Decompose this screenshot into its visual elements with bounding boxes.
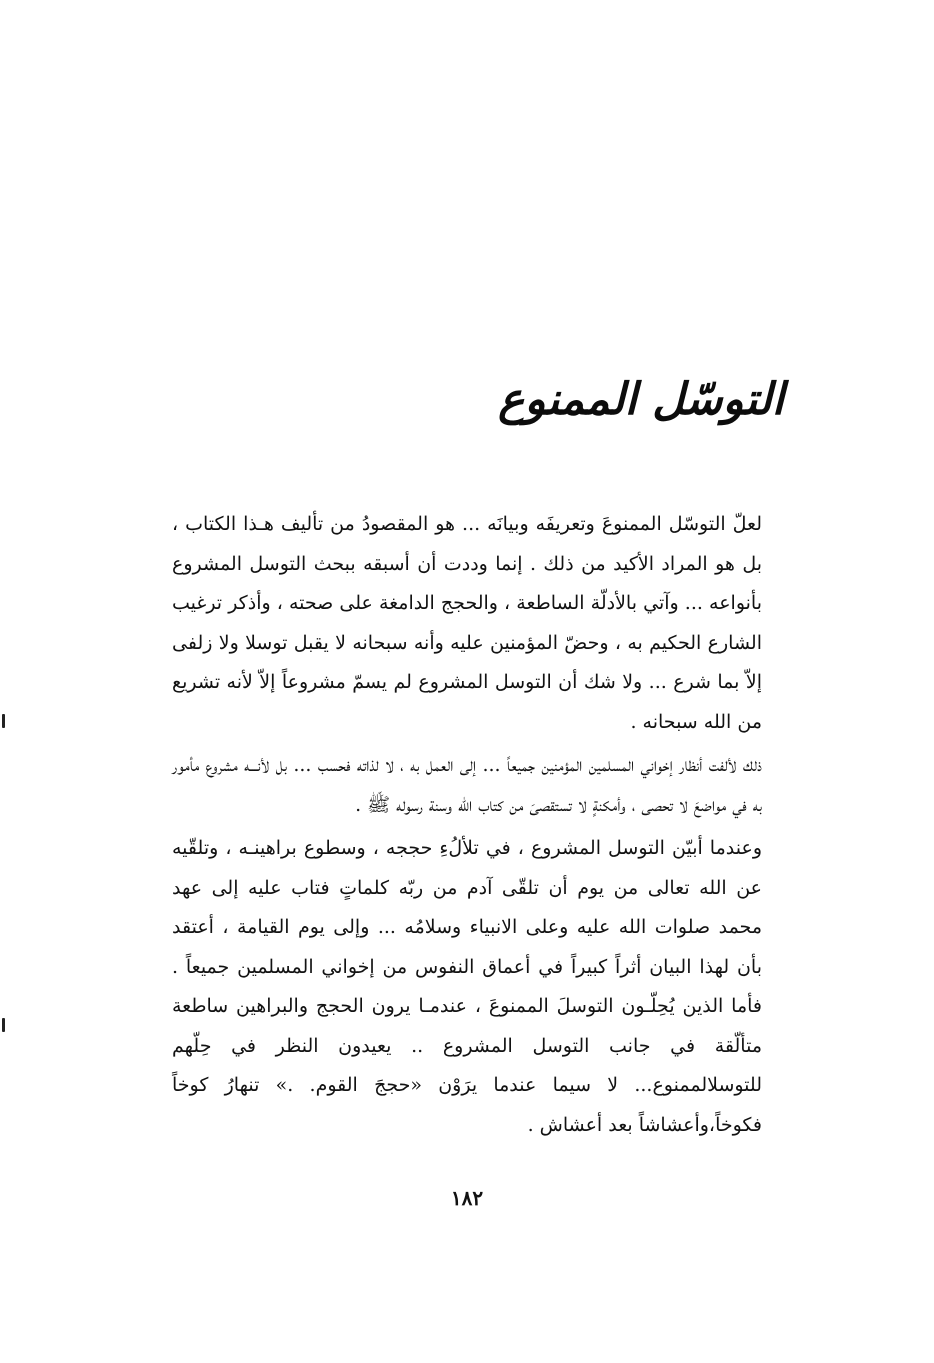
chapter-title: التوسّل الممنوع <box>498 374 784 425</box>
body-text <box>172 505 762 1149</box>
paragraph-1: لعلّ التوسّل الممنوعَ وتعريفَه وبيانَه ... هو المقصودُ من تأليف هـذا الكتاب ، بل هو المراد الأكيد من ذلك . إنما وددت أن أسبقه ببحث التوسل المشروع بأنواعه ... وآتي بالأدلّة الساطعة ، والحجج الدامغة على صحته ، وأذكر ترغيب الشارع الحكيم به ، وحضّ المؤمنين عليه وأنه سبحانه لا يقبل توسلا ولا زلفى إلاّ بما شرع ... ولا شك أن التوسل المشروع لم يسمّ مشروعاً إلاّ لأنه تشريع من الله سبحانه . <box>172 513 762 733</box>
margin-mark <box>2 714 5 728</box>
paragraph-2: ذلك لألفت أنظار إخواني المسلمين المؤمنين جميعاً ... إلى العمل به ، لا لذاته فحسب ... بل لأنـــه مشروع مأمور به في مواضعَ لا تحصى ، وأمكنةٍ لا تستقصىَ من كتاب الله وسنة رسوله ﷺ . <box>172 754 762 816</box>
page-number: ١٨٢ <box>450 1186 484 1210</box>
paragraph-3: وعندما أبيّن التوسل المشروع ، في تلألُءِ حججه ، وسطوع براهينـه ، وتلقّيه عن الله تعالى من يوم أن تلقّى آدم من ربّه كلماتٍ فتاب عليه إلى عهد محمد صلوات الله عليه وعلى الانبياء وسلامُه ... وإلى يوم القيامة ، أعتقد بأن لهذا البيان أثراً كبيراً في أعماق النفوس من إخواني المسلمين جميعاً . فأما الذين يُحِلّـون التوسلَ الممنوعَ ، عندمـا يرون الحجج والبراهين ساطعة متألّقة في جانب التوسل المشروع .. يعيدون النظر في حِلّهم للتوسلالممنوع... لا سيما عندما يرَوْن «حججَ القوم. .» تنهارُ كوخاً فكوخاً،وأعشاشاً بعد أعشاش . <box>172 837 762 1136</box>
margin-mark <box>2 1018 5 1032</box>
